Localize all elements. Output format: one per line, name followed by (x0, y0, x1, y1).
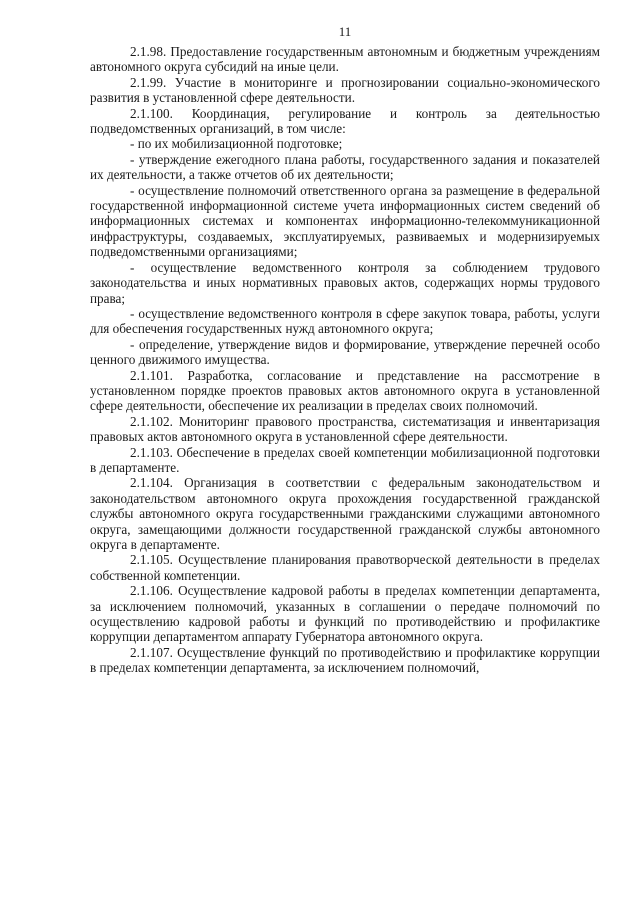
document-body (90, 44, 600, 676)
paragraph-2-1-102: 2.1.102. Мониторинг правового пространства, систематизация и инвентаризация правовых актов автономного округа в установленной сфере деятельности. (90, 413, 600, 445)
list-item: - определение, утверждение видов и формирование, утверждение перечней особо ценного движимого имущества. (90, 336, 600, 368)
paragraph-2-1-101: 2.1.101. Разработка, согласование и представление на рассмотрение в установленном порядке проектов правовых актов автономного округа в установленной сфере деятельности, обеспечение их реализации в пределах своих полномочий. (90, 367, 600, 414)
paragraph-2-1-103: 2.1.103. Обеспечение в пределах своей компетенции мобилизационной подготовки в департаменте. (90, 444, 600, 475)
list-item: - осуществление ведомственного контроля в сфере закупок товара, работы, услуги для обеспечения государственных нужд автономного округа; (90, 305, 600, 337)
list-item: - по их мобилизационной подготовке; (130, 136, 343, 152)
paragraph-2-1-104: 2.1.104. Организация в соответствии с федеральным законодательством и законодательством автономного округа прохождения государственной гражданской службы автономного округа государственными гражданскими служащими автономного округа, замещающими должности государственной гражданской службы автономного округа в департаменте. (90, 475, 600, 552)
paragraph-2-1-98: 2.1.98. Предоставление государственным автономным и бюджетным учреждениям автономного округа субсидий на иные цели. (90, 44, 600, 75)
list-item: - утверждение ежегодного плана работы, государственного задания и показателей их деятельности, а также отчетов об их деятельности; (90, 151, 600, 183)
list-item: - осуществление полномочий ответственного органа за размещение в федеральной государственной информационной системе учета информационных систем сведений об информационных системах и компонентах информационно-телекоммуникационной инфраструктуры, создаваемых, эксплуатируемых, развиваемых и модернизируемых подведомственными организациями; (90, 182, 600, 260)
paragraph-2-1-105: 2.1.105. Осуществление планирования правотворческой деятельности в пределах собственной компетенции. (90, 552, 600, 583)
paragraph-2-1-99: 2.1.99. Участие в мониторинге и прогнозировании социально-экономического развития в установленной сфере деятельности. (90, 74, 600, 106)
page-number: 11 (338, 24, 352, 39)
paragraph-2-1-100: 2.1.100. Координация, регулирование и контроль за деятельностью подведомственных организаций, в том числе: (90, 105, 600, 137)
paragraph-2-1-107: 2.1.107. Осуществление функций по противодействию и профилактике коррупции в пределах компетенции департамента, за исключением полномочий, (90, 644, 600, 676)
paragraph-2-1-106: 2.1.106. Осуществление кадровой работы в пределах компетенции департамента, за исключением полномочий, указанных в соглашении о передаче полномочий по осуществлению кадровой работы и функций по противодействию и профилактике коррупции департаментом аппарату Губернатора автономного округа. (90, 583, 600, 645)
list-item: - осуществление ведомственного контроля за соблюдением трудового законодательства и иных нормативных правовых актов, содержащих нормы трудового права; (90, 259, 600, 306)
